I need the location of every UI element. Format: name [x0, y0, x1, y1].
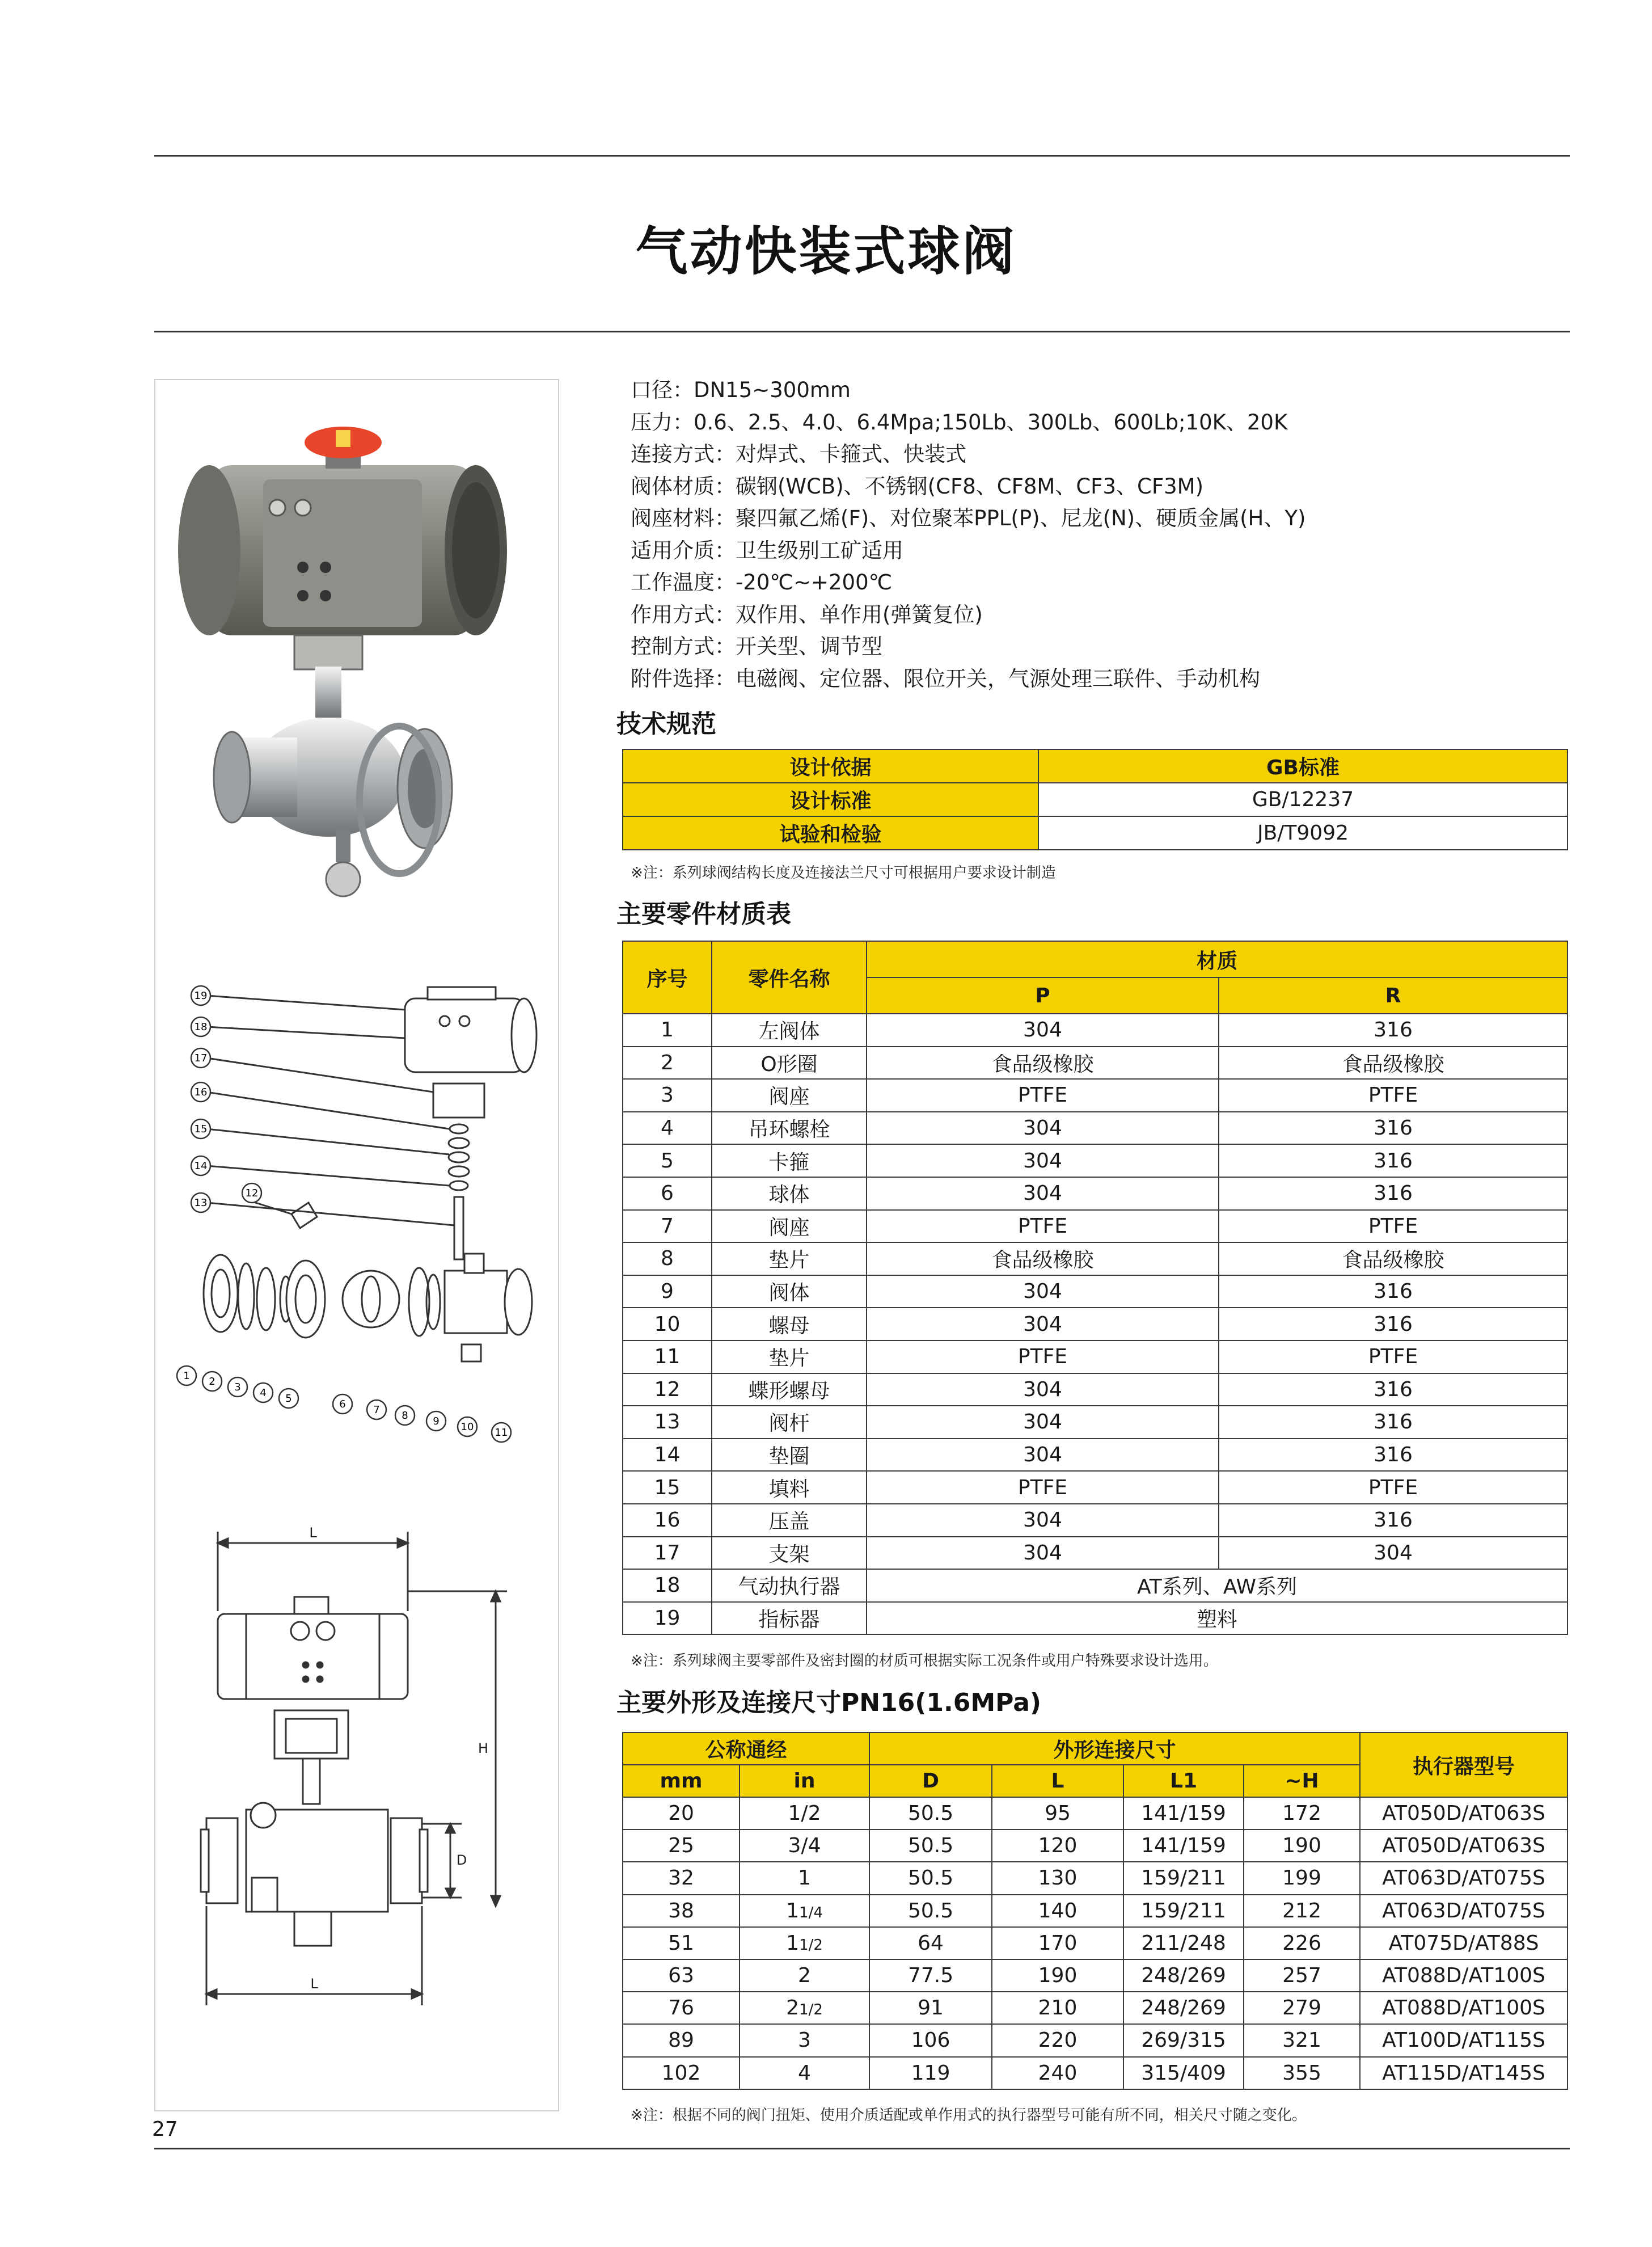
table-cell: 304: [867, 1275, 1219, 1308]
table-cell: 8: [623, 1242, 712, 1275]
tech-title: 技术规范: [616, 710, 716, 739]
tech-table: [622, 749, 1568, 850]
table-cell: 316: [1219, 1112, 1568, 1145]
cell-d: 64: [869, 1927, 992, 1959]
table-row: [623, 1275, 1568, 1308]
cell-l: 210: [992, 1992, 1123, 2024]
cell-h: 257: [1244, 1959, 1360, 1992]
table-cell: 9: [623, 1275, 712, 1308]
table-row: [623, 1471, 1568, 1504]
cell-mm: 76: [623, 1992, 740, 2024]
cell-d: 50.5: [869, 1895, 992, 1927]
cell-l: 120: [992, 1829, 1123, 1862]
cell-mm: 102: [623, 2057, 740, 2089]
cell-l1: 248/269: [1123, 1959, 1244, 1992]
cell-l: 170: [992, 1927, 1123, 1959]
cell-h: 321: [1244, 2024, 1360, 2056]
table-row: [623, 1079, 1568, 1112]
table-row: [623, 783, 1568, 816]
cell-d: 50.5: [869, 1829, 992, 1862]
in-main: 4: [798, 2061, 811, 2085]
cell-h: 279: [1244, 1992, 1360, 2024]
table-row: [623, 1895, 1568, 1927]
cell-l: 95: [992, 1797, 1123, 1829]
table-cell: 304: [867, 1112, 1219, 1145]
table-cell: 16: [623, 1504, 712, 1537]
table-cell: 食品级橡胶: [867, 1242, 1219, 1275]
cell-l1: 159/211: [1123, 1862, 1244, 1894]
page-number: 27: [152, 2118, 178, 2141]
cell-l: 140: [992, 1895, 1123, 1927]
svg-text:H: H: [478, 1740, 489, 1756]
header-l1: L1: [1123, 1765, 1244, 1797]
table-cell: PTFE: [1219, 1210, 1568, 1243]
svg-text:18: 18: [194, 1021, 208, 1033]
cell-mm: 20: [623, 1797, 740, 1829]
dimension-drawing: [201, 1532, 507, 2005]
cell-mm: 51: [623, 1927, 740, 1959]
table-row: [623, 1829, 1568, 1862]
cell-in: [740, 1797, 869, 1829]
in-main: 1: [786, 1931, 800, 1955]
spec-action: 作用方式：双作用、单作用(弹簧复位): [631, 602, 983, 627]
table-cell: 10: [623, 1308, 712, 1340]
cell-act: AT075D/AT88S: [1360, 1927, 1568, 1959]
table-row: [623, 1504, 1568, 1537]
cell-d: 119: [869, 2057, 992, 2089]
spec-accessories: 附件选择：电磁阀、定位器、限位开关，气源处理三联件、手动机构: [631, 666, 1260, 691]
in-fraction: 1/4: [799, 1904, 823, 1921]
cell-l: 130: [992, 1862, 1123, 1894]
cell-l1: 159/211: [1123, 1895, 1244, 1927]
figure-panel: [154, 379, 559, 2111]
page-title: 气动快装式球阀: [635, 221, 1017, 282]
svg-text:6: 6: [339, 1398, 346, 1410]
cell-d: 50.5: [869, 1862, 992, 1894]
valve-photo: [178, 427, 507, 896]
cell-in: [740, 1959, 869, 1992]
in-main: 1: [786, 1899, 800, 1923]
table-cell: 填料: [712, 1471, 867, 1504]
header-d: D: [869, 1765, 992, 1797]
spec-pressure: 压力：0.6、2.5、4.0、6.4Mpa;150Lb、300Lb、600Lb;10K、20K: [631, 410, 1288, 435]
table-cell: 试验和检验: [623, 816, 1038, 850]
spec-seat-material: 阀座材料：聚四氟乙烯(F)、对位聚苯PPL(P)、尼龙(N)、硬质金属(H、Y): [631, 506, 1306, 530]
cell-l1: 248/269: [1123, 1992, 1244, 2024]
table-cell: 5: [623, 1144, 712, 1177]
table-cell: 塑料: [867, 1602, 1568, 1635]
cell-h: 190: [1244, 1829, 1360, 1862]
svg-text:11: 11: [495, 1427, 508, 1439]
table-cell: 阀体: [712, 1275, 867, 1308]
cell-h: 172: [1244, 1797, 1360, 1829]
cell-d: 106: [869, 2024, 992, 2056]
cell-in: [740, 2057, 869, 2089]
table-row: [623, 1862, 1568, 1894]
svg-text:16: 16: [194, 1086, 208, 1098]
table-cell: 支架: [712, 1537, 867, 1570]
table-cell: 304: [867, 1406, 1219, 1439]
table-cell: 316: [1219, 1144, 1568, 1177]
table-row: [623, 1406, 1568, 1439]
title-rule: [154, 331, 1570, 332]
cell-l: 220: [992, 2024, 1123, 2056]
cell-mm: 25: [623, 1829, 740, 1862]
dims-body: [623, 1797, 1568, 2089]
table-cell: 14: [623, 1439, 712, 1472]
table-row: [623, 1439, 1568, 1472]
in-main: 1: [798, 1866, 811, 1890]
table-row: [623, 2024, 1568, 2056]
table-cell: AT系列、AW系列: [867, 1569, 1568, 1602]
header-actuator: 执行器型号: [1360, 1732, 1568, 1797]
header-nominal: 公称通经: [623, 1732, 869, 1765]
table-cell: 球体: [712, 1177, 867, 1210]
table-row: [623, 1927, 1568, 1959]
table-cell: 垫片: [712, 1242, 867, 1275]
in-main: 3: [798, 2029, 811, 2052]
dims-title: 主要外形及连接尺寸PN16(1.6MPa): [616, 1688, 1042, 1717]
table-cell: JB/T9092: [1038, 816, 1568, 850]
table-cell: 6: [623, 1177, 712, 1210]
header-material: 材质: [867, 941, 1568, 977]
svg-text:12: 12: [245, 1187, 259, 1199]
table-cell: 阀座: [712, 1079, 867, 1112]
header-mm: mm: [623, 1765, 740, 1797]
top-rule: [154, 155, 1570, 157]
table-cell: 316: [1219, 1439, 1568, 1472]
header-p: P: [867, 977, 1219, 1014]
svg-text:15: 15: [194, 1123, 208, 1135]
table-cell: 设计依据: [623, 749, 1038, 783]
table-row: [623, 1959, 1568, 1992]
table-cell: 左阀体: [712, 1014, 867, 1047]
table-cell: 食品级橡胶: [1219, 1047, 1568, 1080]
table-row: [623, 1602, 1568, 1635]
header-outline: 外形连接尺寸: [869, 1732, 1360, 1765]
table-cell: 7: [623, 1210, 712, 1243]
cell-l1: 141/159: [1123, 1829, 1244, 1862]
cell-act: AT050D/AT063S: [1360, 1829, 1568, 1862]
table-cell: PTFE: [867, 1340, 1219, 1373]
in-main: 1/2: [788, 1802, 821, 1826]
cell-act: AT088D/AT100S: [1360, 1992, 1568, 2024]
materials-note: ※注：系列球阀主要零部件及密封圈的材质可根据实际工况条件或用户特殊要求设计选用。: [631, 1652, 1218, 1670]
table-row: [623, 1373, 1568, 1406]
cell-in: [740, 1992, 869, 2024]
materials-body: [623, 1014, 1568, 1634]
table-cell: 316: [1219, 1504, 1568, 1537]
cell-in: [740, 1895, 869, 1927]
table-row: [623, 1144, 1568, 1177]
in-main: 2: [798, 1964, 811, 1988]
cell-mm: 89: [623, 2024, 740, 2056]
cell-in: [740, 1927, 869, 1959]
dims-note: ※注：根据不同的阀门扭矩、使用介质适配或单作用式的执行器型号可能有所不同，相关尺寸随之变化。: [631, 2107, 1307, 2124]
table-cell: 17: [623, 1537, 712, 1570]
table-cell: 垫圈: [712, 1439, 867, 1472]
table-row: [623, 2057, 1568, 2089]
spec-body-material: 阀体材质：碳钢(WCB)、不锈钢(CF8、CF8M、CF3、CF3M): [631, 474, 1204, 499]
table-cell: 3: [623, 1079, 712, 1112]
cell-h: 355: [1244, 2057, 1360, 2089]
table-row: [623, 1210, 1568, 1243]
svg-text:4: 4: [260, 1387, 267, 1399]
cell-act: AT100D/AT115S: [1360, 2024, 1568, 2056]
table-cell: 304: [867, 1014, 1219, 1047]
cell-h: 226: [1244, 1927, 1360, 1959]
tech-note: ※注：系列球阀结构长度及连接法兰尺寸可根据用户要求设计制造: [631, 865, 1056, 882]
cell-d: 91: [869, 1992, 992, 2024]
table-cell: O形圈: [712, 1047, 867, 1080]
table-cell: 316: [1219, 1014, 1568, 1047]
table-cell: 304: [867, 1537, 1219, 1570]
cell-mm: 32: [623, 1862, 740, 1894]
svg-text:D: D: [456, 1852, 467, 1868]
svg-text:19: 19: [194, 990, 208, 1002]
svg-text:14: 14: [194, 1160, 208, 1172]
table-cell: 304: [1219, 1537, 1568, 1570]
in-main: 2: [786, 1996, 800, 2020]
table-cell: 304: [867, 1439, 1219, 1472]
table-cell: 卡箍: [712, 1144, 867, 1177]
cell-h: 212: [1244, 1895, 1360, 1927]
spec-caliber: 口径：DN15~300mm: [631, 378, 851, 402]
svg-text:1: 1: [183, 1370, 190, 1382]
header-r: R: [1219, 977, 1568, 1014]
in-fraction: 1/2: [799, 1936, 823, 1954]
table-cell: 304: [867, 1504, 1219, 1537]
cell-l1: 141/159: [1123, 1797, 1244, 1829]
table-cell: PTFE: [867, 1210, 1219, 1243]
header-h: ~H: [1244, 1765, 1360, 1797]
cell-act: AT063D/AT075S: [1360, 1895, 1568, 1927]
table-cell: 食品级橡胶: [867, 1047, 1219, 1080]
table-cell: 13: [623, 1406, 712, 1439]
table-cell: 压盖: [712, 1504, 867, 1537]
svg-text:L: L: [309, 1525, 317, 1541]
svg-text:L: L: [310, 1976, 318, 1992]
table-cell: 设计标准: [623, 783, 1038, 816]
svg-text:7: 7: [373, 1404, 380, 1416]
table-cell: 气动执行器: [712, 1569, 867, 1602]
table-row: [623, 1112, 1568, 1145]
header-part-name: 零件名称: [712, 941, 867, 1014]
table-cell: 18: [623, 1569, 712, 1602]
cell-act: AT088D/AT100S: [1360, 1959, 1568, 1992]
svg-text:13: 13: [194, 1197, 208, 1209]
table-cell: 304: [867, 1308, 1219, 1340]
cell-act: AT050D/AT063S: [1360, 1797, 1568, 1829]
cell-act: AT063D/AT075S: [1360, 1862, 1568, 1894]
cell-l1: 269/315: [1123, 2024, 1244, 2056]
table-cell: 316: [1219, 1177, 1568, 1210]
table-row: [623, 1308, 1568, 1340]
cell-d: 50.5: [869, 1797, 992, 1829]
cell-l: 190: [992, 1959, 1123, 1992]
table-cell: PTFE: [867, 1471, 1219, 1504]
table-header-row: [623, 941, 1568, 977]
svg-text:2: 2: [209, 1376, 216, 1388]
table-cell: 垫片: [712, 1340, 867, 1373]
table-cell: PTFE: [1219, 1471, 1568, 1504]
table-row: [623, 816, 1568, 850]
table-cell: 阀座: [712, 1210, 867, 1243]
table-cell: GB标准: [1038, 749, 1568, 783]
table-cell: 蝶形螺母: [712, 1373, 867, 1406]
svg-text:9: 9: [433, 1415, 440, 1427]
cell-in: [740, 2024, 869, 2056]
cell-l1: 211/248: [1123, 1927, 1244, 1959]
table-cell: GB/12237: [1038, 783, 1568, 816]
table-cell: 304: [867, 1373, 1219, 1406]
table-cell: 15: [623, 1471, 712, 1504]
table-cell: 12: [623, 1373, 712, 1406]
cell-mm: 38: [623, 1895, 740, 1927]
header-l: L: [992, 1765, 1123, 1797]
table-row: [623, 1797, 1568, 1829]
svg-text:17: 17: [194, 1052, 208, 1064]
table-cell: 316: [1219, 1406, 1568, 1439]
in-main: 3/4: [788, 1834, 821, 1858]
table-cell: PTFE: [1219, 1079, 1568, 1112]
table-cell: 1: [623, 1014, 712, 1047]
table-cell: 316: [1219, 1275, 1568, 1308]
cell-act: AT115D/AT145S: [1360, 2057, 1568, 2089]
table-cell: 11: [623, 1340, 712, 1373]
table-cell: PTFE: [1219, 1340, 1568, 1373]
svg-text:3: 3: [234, 1381, 241, 1393]
materials-table: [622, 941, 1568, 1635]
table-cell: 304: [867, 1144, 1219, 1177]
table-cell: 4: [623, 1112, 712, 1145]
table-cell: 食品级橡胶: [1219, 1242, 1568, 1275]
cell-in: [740, 1829, 869, 1862]
cell-l: 240: [992, 2057, 1123, 2089]
cell-l1: 315/409: [1123, 2057, 1244, 2089]
table-cell: 阀杆: [712, 1406, 867, 1439]
table-row: [623, 1047, 1568, 1080]
table-cell: 304: [867, 1177, 1219, 1210]
svg-text:10: 10: [460, 1421, 474, 1433]
dims-table: [622, 1732, 1568, 2090]
table-row: [623, 1992, 1568, 2024]
in-fraction: 1/2: [799, 2001, 823, 2019]
svg-text:5: 5: [285, 1393, 292, 1405]
table-row: [623, 1177, 1568, 1210]
spec-temperature: 工作温度：-20℃~+200℃: [631, 570, 893, 595]
spec-list: [631, 374, 1566, 695]
table-cell: PTFE: [867, 1079, 1219, 1112]
table-header-row: [623, 1732, 1568, 1765]
svg-text:8: 8: [402, 1410, 408, 1422]
table-row: [623, 1242, 1568, 1275]
table-cell: 吊环螺栓: [712, 1112, 867, 1145]
header-no: 序号: [623, 941, 712, 1014]
table-cell: 19: [623, 1602, 712, 1635]
table-row: [623, 1340, 1568, 1373]
cell-mm: 63: [623, 1959, 740, 1992]
cell-d: 77.5: [869, 1959, 992, 1992]
table-cell: 2: [623, 1047, 712, 1080]
valve-illustrations: [155, 380, 558, 2110]
spec-medium: 适用介质：卫生级别工矿适用: [631, 538, 903, 563]
table-row: [623, 1014, 1568, 1047]
table-row: [623, 1537, 1568, 1570]
materials-title: 主要零件材质表: [616, 900, 791, 929]
footer-rule: [154, 2148, 1570, 2149]
header-in: in: [740, 1765, 869, 1797]
table-cell: 316: [1219, 1373, 1568, 1406]
spec-control: 控制方式：开关型、调节型: [631, 634, 882, 659]
cell-in: [740, 1862, 869, 1894]
exploded-diagram: [204, 987, 536, 1361]
table-cell: 螺母: [712, 1308, 867, 1340]
table-row: [623, 1569, 1568, 1602]
spec-connection: 连接方式：对焊式、卡箍式、快装式: [631, 442, 966, 466]
table-cell: 316: [1219, 1308, 1568, 1340]
table-row: [623, 749, 1568, 783]
table-cell: 指标器: [712, 1602, 867, 1635]
cell-h: 199: [1244, 1862, 1360, 1894]
